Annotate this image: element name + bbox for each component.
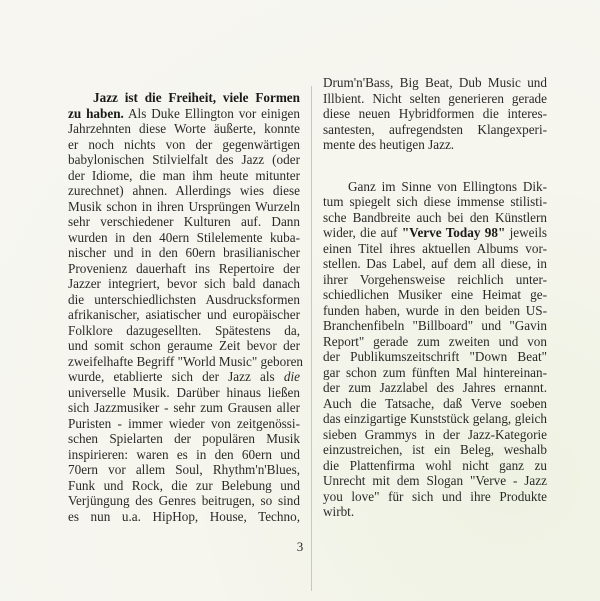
text-line — [323, 225, 547, 241]
text-line — [323, 210, 547, 226]
text-line — [323, 272, 547, 288]
text-segment: ihrer Vorgehensweise reichlich unter- — [323, 271, 547, 287]
text-segment: es nun u.a. HipHop, House, Techno, — [68, 508, 300, 524]
text-segment: er noch nichts von der gegenwärtigen — [68, 136, 300, 152]
text-segment: sehr verschiedener Kulturen auf. Dann — [68, 214, 300, 229]
text-segment: sich Jazzmusiker - sehr zum Grausen aller — [68, 400, 300, 415]
text-segment: zurechnet) ahnen. Allerdings wies diese — [68, 183, 300, 198]
text-line — [323, 122, 547, 138]
text-line — [68, 292, 300, 308]
text-segment: gar schon zum fünften Mal hintereinan- — [323, 364, 547, 380]
text-line — [68, 90, 300, 106]
text-segment: stellen. Das Label, auf dem all diese, in — [323, 256, 547, 271]
text-line — [68, 261, 300, 277]
text-segment: die unterschiedlichsten Ausdrucksformen — [68, 291, 300, 307]
text-segment: universelle Musik. Darüber hinaus ließen — [68, 384, 300, 400]
text-segment: wider, die auf — [323, 225, 402, 240]
text-segment: wirbt. — [323, 504, 355, 519]
page-number: 3 — [296, 539, 304, 554]
text-line — [68, 416, 300, 432]
text-line — [68, 276, 300, 292]
text-segment: schiedlichen Musiker eine Heimat ge- — [323, 287, 547, 302]
text-segment: funden haben, wurde in den beiden US- — [323, 302, 547, 318]
paragraph — [68, 90, 304, 524]
text-line — [323, 303, 547, 319]
text-segment: Jazzer integriert, bevor sich bald danach — [68, 276, 300, 291]
text-line — [68, 493, 300, 509]
text-segment: Verjüngung des Genres beitrugen, so sind — [68, 493, 300, 508]
text-line — [68, 199, 300, 215]
text-line — [323, 411, 547, 427]
text-segment: santesten, aufregendsten Klangexperi- — [323, 121, 547, 137]
text-line — [323, 334, 547, 350]
text-line — [68, 478, 300, 494]
column-divider — [311, 86, 312, 591]
left-text-column — [68, 90, 304, 524]
text-line — [323, 396, 547, 412]
text-line — [323, 504, 547, 520]
text-segment: sieben Grammys in der Jazz-Kategorie — [323, 426, 547, 442]
text-segment: Folklore dazugesellten. Spätestens da, — [68, 322, 300, 338]
text-line — [68, 431, 300, 447]
text-segment: Jahrzehnten diese Worte äußerte, konnte — [68, 121, 300, 136]
text-segment: wurden in den 40ern Stilelemente kuba- — [68, 229, 300, 245]
text-line — [68, 353, 304, 370]
text-line — [323, 380, 547, 396]
text-segment: die Plattenfirma wohl nicht ganz zu — [323, 457, 547, 473]
text-line — [68, 214, 300, 230]
text-line — [323, 349, 547, 365]
text-line — [68, 230, 300, 246]
text-segment: Branchenfibeln "Billboard" und "Gavin — [323, 318, 547, 333]
text-segment: inspirieren: waren es in den 60ern und — [68, 446, 300, 462]
text-segment: afrikanischer, asiatischer und europäischer — [68, 307, 300, 322]
text-line — [323, 194, 547, 210]
text-segment: das einzigartige Kunststück gelang, gleich — [323, 411, 547, 426]
right-text-column — [323, 75, 547, 520]
text-segment: you love" für sich und ihre Produkte — [323, 488, 547, 504]
text-segment: Illbient. Nicht selten generieren gerade — [323, 90, 547, 106]
text-line — [323, 489, 547, 505]
text-line — [323, 458, 547, 474]
text-line — [68, 323, 300, 339]
text-line — [323, 256, 547, 272]
text-segment: Musik schon in ihren Ursprüngen Wurzeln — [68, 198, 300, 214]
text-segment: Provenienz dauerhaft ins Repertoire der — [68, 260, 300, 276]
text-line — [68, 245, 300, 261]
text-segment: Ganz im Sinne von Ellingtons Dik- — [348, 178, 547, 194]
text-segment: Als Duke Ellington vor einigen — [123, 105, 300, 121]
text-line — [323, 137, 547, 153]
text-line — [68, 462, 300, 478]
text-line — [68, 152, 300, 168]
text-line — [323, 287, 547, 303]
text-segment: tum spiegelt sich diese immense stilisti- — [323, 194, 547, 209]
text-segment: Report" gerade zum zweiten und von — [323, 333, 547, 349]
text-segment: Unrecht mit dem Slogan "Verve - Jazz — [323, 473, 547, 488]
text-segment: diese neuen Hybridformen die interes- — [323, 106, 547, 121]
text-line — [68, 106, 300, 122]
text-segment: babylonischen Stilvielfalt des Jazz (oder — [68, 152, 300, 167]
text-line — [323, 473, 547, 489]
text-line — [68, 338, 300, 354]
text-line — [68, 369, 300, 385]
text-line — [323, 106, 547, 122]
text-segment: Puristen - immer wieder von zeitgenössi- — [68, 415, 300, 431]
text-segment: 70ern vor allem Soul, Rhythm'n'Blues, — [68, 462, 300, 477]
text-line — [323, 442, 547, 458]
text-line — [323, 91, 547, 107]
text-line — [68, 183, 300, 199]
text-line — [68, 509, 300, 525]
text-segment: und somit schon geraume Zeit bevor der — [68, 338, 300, 353]
text-segment: schen Spielarten der populären Musik — [68, 431, 300, 446]
text-segment: wurde, etablierte sich der Jazz als — [68, 369, 284, 384]
text-segment: Auch die Tatsache, daß Verve soeben — [323, 395, 547, 411]
text-segment: jeweils — [505, 225, 547, 240]
text-line — [323, 75, 547, 91]
text-segment: der Publikumszeitschrift "Down Beat" — [323, 349, 547, 364]
text-line — [68, 307, 300, 323]
bold-text: "Verve Today 98" — [401, 225, 506, 240]
text-line — [68, 137, 300, 153]
text-line — [68, 400, 300, 416]
text-segment: mente des heutigen Jazz. — [323, 137, 455, 152]
text-line — [323, 179, 547, 195]
text-line — [323, 318, 547, 334]
italic-text: die — [283, 369, 300, 384]
bold-text: Jazz ist die Freiheit, viele Formen — [93, 90, 300, 105]
text-line — [323, 365, 547, 381]
text-line — [323, 241, 547, 257]
text-segment: der Idiome, die man ihm heute mitunter — [68, 167, 300, 183]
text-line — [68, 447, 300, 463]
text-segment: einen Titel ihres aktuellen Albums vor- — [323, 240, 547, 256]
text-segment: Drum'n'Bass, Big Beat, Dub Music und — [323, 75, 547, 90]
text-line — [68, 385, 300, 401]
text-line — [68, 121, 300, 137]
paragraph-gap — [323, 153, 547, 179]
text-line — [323, 427, 547, 443]
text-segment: zweifelhafte Begriff "World Music" geboren — [68, 353, 304, 369]
text-line — [68, 168, 300, 184]
text-segment: einzustreichen, ist ein Beleg, weshalb — [323, 442, 547, 457]
text-segment: sche Bandbreite auch bei den Künstlern — [323, 209, 547, 225]
text-segment: der zum Jazzlabel des Jahres ernannt. — [323, 380, 547, 395]
bold-text: zu haben. — [68, 105, 124, 121]
paragraph — [323, 179, 547, 520]
text-segment: Funk und Rock, die zur Belebung und — [68, 477, 300, 493]
text-segment: nischer und in den 60ern brasilianischer — [68, 245, 300, 260]
paragraph — [323, 75, 547, 153]
